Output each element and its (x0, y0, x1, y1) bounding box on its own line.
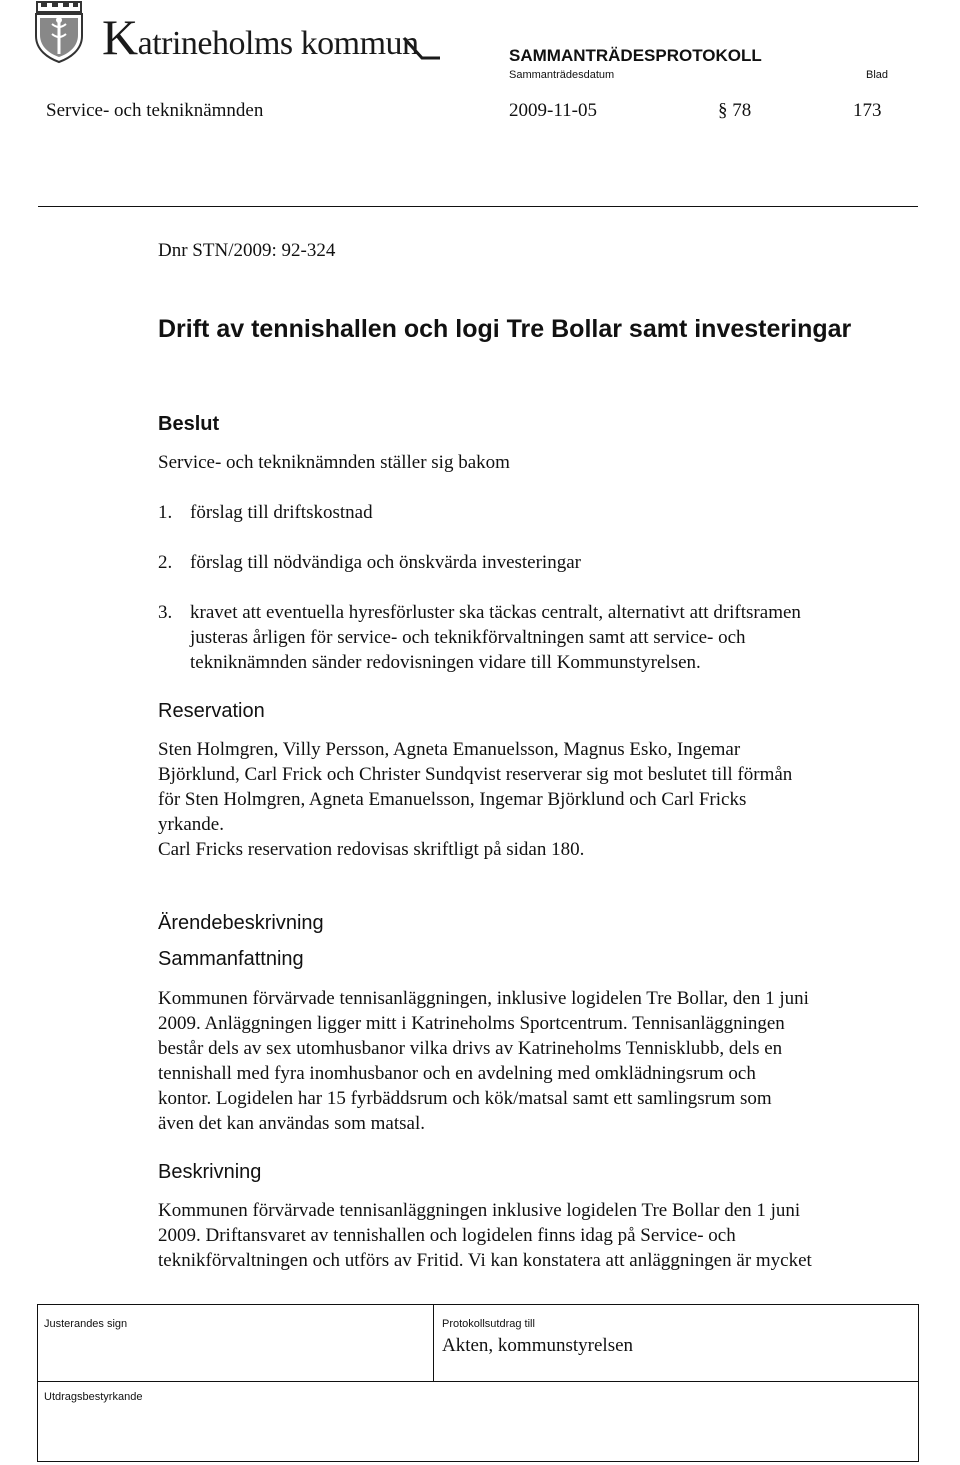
signature-box (37, 1304, 919, 1462)
list-item (158, 600, 898, 675)
summary-line: även det kan användas som matsal. (158, 1113, 425, 1134)
summary-line: tennishall med fyra inomhusbanor och en avdelning med omklädningsrum och (158, 1063, 756, 1084)
list-item-text-line: kravet att eventuella hyresförluster ska täckas centralt, alternativt att driftsramen (190, 602, 801, 623)
reservation-line: för Sten Holmgren, Agneta Emanuelsson, Ingemar Björklund och Carl Fricks (158, 789, 747, 810)
case-number: Dnr STN/2009: 92-324 (158, 240, 336, 261)
header-divider (38, 206, 918, 207)
meeting-date-label: Sammanträdesdatum (509, 69, 615, 81)
adjusters-sign-label: Justerandes sign (44, 1318, 128, 1330)
summary-line: kontor. Logidelen har 15 fyrbäddsrum och kök/matsal samt ett samlingsrum som (158, 1088, 772, 1109)
footer-divider-vertical (433, 1305, 434, 1381)
summary-line: Kommunen förvärvade tennisanläggningen, inklusive logidelen Tre Bollar, den 1 juni (158, 988, 809, 1009)
description-line: 2009. Driftansvaret av tennishallen och logidelen finns idag på Service- och (158, 1225, 736, 1246)
reservation-heading: Reservation (158, 700, 265, 722)
certification-label: Utdragsbestyrkande (44, 1391, 143, 1403)
municipal-crest-icon (32, 0, 86, 64)
logo-wordmark (102, 8, 419, 66)
list-item-text-line: tekniknämnden sänder redovisningen vidare till Kommunstyrelsen. (190, 652, 701, 673)
list-item (158, 500, 878, 525)
summary-line: 2009. Anläggningen ligger mitt i Katrineholms Sportcentrum. Tennisanläggningen (158, 1013, 785, 1034)
reservation-line: Sten Holmgren, Villy Persson, Agneta Emanuelsson, Magnus Esko, Ingemar (158, 739, 741, 760)
description-line: Kommunen förvärvade tennisanläggningen inklusive logidelen Tre Bollar den 1 juni (158, 1200, 801, 1221)
list-item (158, 550, 878, 575)
decision-heading: Beslut (158, 413, 220, 435)
municipality-logo (32, 0, 442, 66)
document-title: Drift av tennishallen och logi Tre Bollar samt investeringar (158, 315, 852, 343)
list-item-text: förslag till driftskostnad (190, 502, 373, 523)
committee-name: Service- och tekniknämnden (46, 100, 264, 121)
description-heading: Beskrivning (158, 1161, 262, 1183)
list-item-text-line: justeras årligen för service- och teknikförvaltningen samt att service- och (190, 627, 746, 648)
paragraph-number: § 78 (718, 100, 752, 121)
case-description-heading: Ärendebeskrivning (158, 912, 324, 934)
logo-rest: atrineholms kommun (137, 25, 419, 62)
extract-to-label: Protokollsutdrag till (442, 1318, 535, 1330)
summary-heading: Sammanfattning (158, 948, 304, 970)
extract-to-value: Akten, kommunstyrelsen (442, 1335, 634, 1356)
reservation-line: Björklund, Carl Frick och Christer Sundqvist reserverar sig mot beslutet till förmån (158, 764, 793, 785)
decision-intro: Service- och tekniknämnden ställer sig bakom (158, 452, 510, 473)
meeting-date: 2009-11-05 (509, 100, 597, 121)
reservation-line: yrkande. (158, 814, 224, 835)
description-line: teknikförvaltningen och utförs av Fritid. Vi kan konstatera att anläggningen är mycket (158, 1250, 812, 1271)
protocol-title: SAMMANTRÄDESPROTOKOLL (509, 46, 762, 65)
list-item-number: 1. (158, 502, 173, 523)
logo-swoosh-icon (402, 34, 442, 64)
reservation-line: Carl Fricks reservation redovisas skriftligt på sidan 180. (158, 839, 585, 860)
sheet-number: 173 (853, 100, 882, 121)
summary-line: består dels av sex utomhusbanor vilka drivs av Katrineholms Tennisklubb, dels en (158, 1038, 783, 1059)
list-item-number: 2. (158, 552, 173, 573)
footer-divider-horizontal (38, 1381, 918, 1382)
list-item-text: förslag till nödvändiga och önskvärda investeringar (190, 552, 581, 573)
logo-initial: K (102, 9, 138, 65)
list-item-number: 3. (158, 602, 173, 623)
sheet-label: Blad (866, 69, 889, 81)
